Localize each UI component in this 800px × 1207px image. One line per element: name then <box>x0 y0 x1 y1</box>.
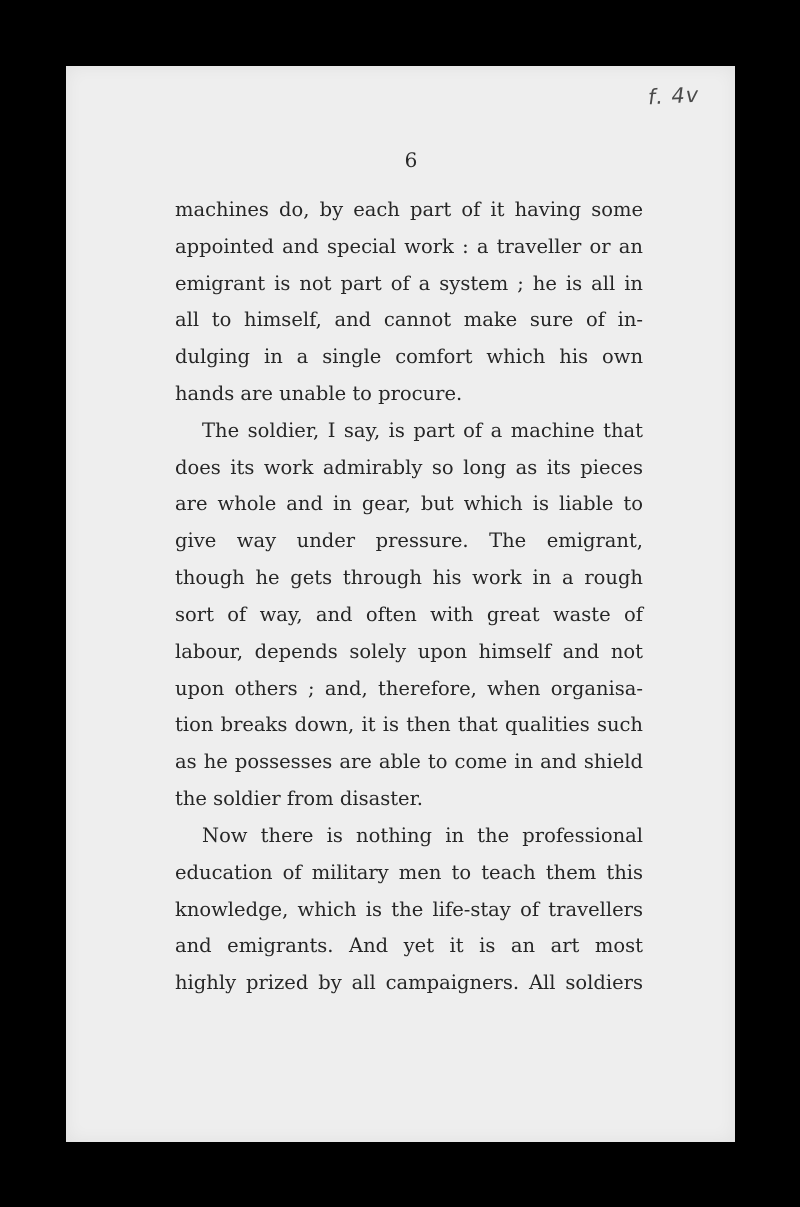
text-line: Now there is nothing in the professional <box>202 824 643 847</box>
text-line: The soldier, I say, is part of a machine that <box>202 419 643 442</box>
text-line: are whole and in gear, but which is liable to <box>175 492 643 515</box>
text-line: as he possesses are able to come in and shield <box>175 750 643 773</box>
text-line: sort of way, and often with great waste of <box>175 603 643 626</box>
text-line: though he gets through his work in a rough <box>175 566 643 589</box>
book-page <box>66 66 735 1142</box>
text-line: dulging in a single comfort which his own <box>175 345 643 368</box>
text-line: knowledge, which is the life-stay of travellers <box>175 898 643 921</box>
folio-mark: f. 4v <box>647 82 700 110</box>
page-number: 6 <box>404 148 418 172</box>
text-line: emigrant is not part of a system ; he is all in <box>175 272 643 295</box>
text-line: machines do, by each part of it having some <box>175 198 643 221</box>
text-line: all to himself, and cannot make sure of in- <box>175 308 643 331</box>
text-line: the soldier from disaster. <box>175 787 423 810</box>
text-line: highly prized by all campaigners. All soldiers <box>175 971 643 994</box>
text-line: give way under pressure. The emigrant, <box>175 529 643 552</box>
text-line: hands are unable to procure. <box>175 382 463 405</box>
text-line: and emigrants. And yet it is an art most <box>175 934 643 957</box>
text-line: upon others ; and, therefore, when organisa- <box>175 677 643 700</box>
text-line: education of military men to teach them this <box>175 861 643 884</box>
text-line: appointed and special work : a traveller or an <box>175 235 643 258</box>
text-line: does its work admirably so long as its pieces <box>175 456 643 479</box>
text-line: labour, depends solely upon himself and not <box>175 640 643 663</box>
text-line: tion breaks down, it is then that qualities such <box>175 713 643 736</box>
